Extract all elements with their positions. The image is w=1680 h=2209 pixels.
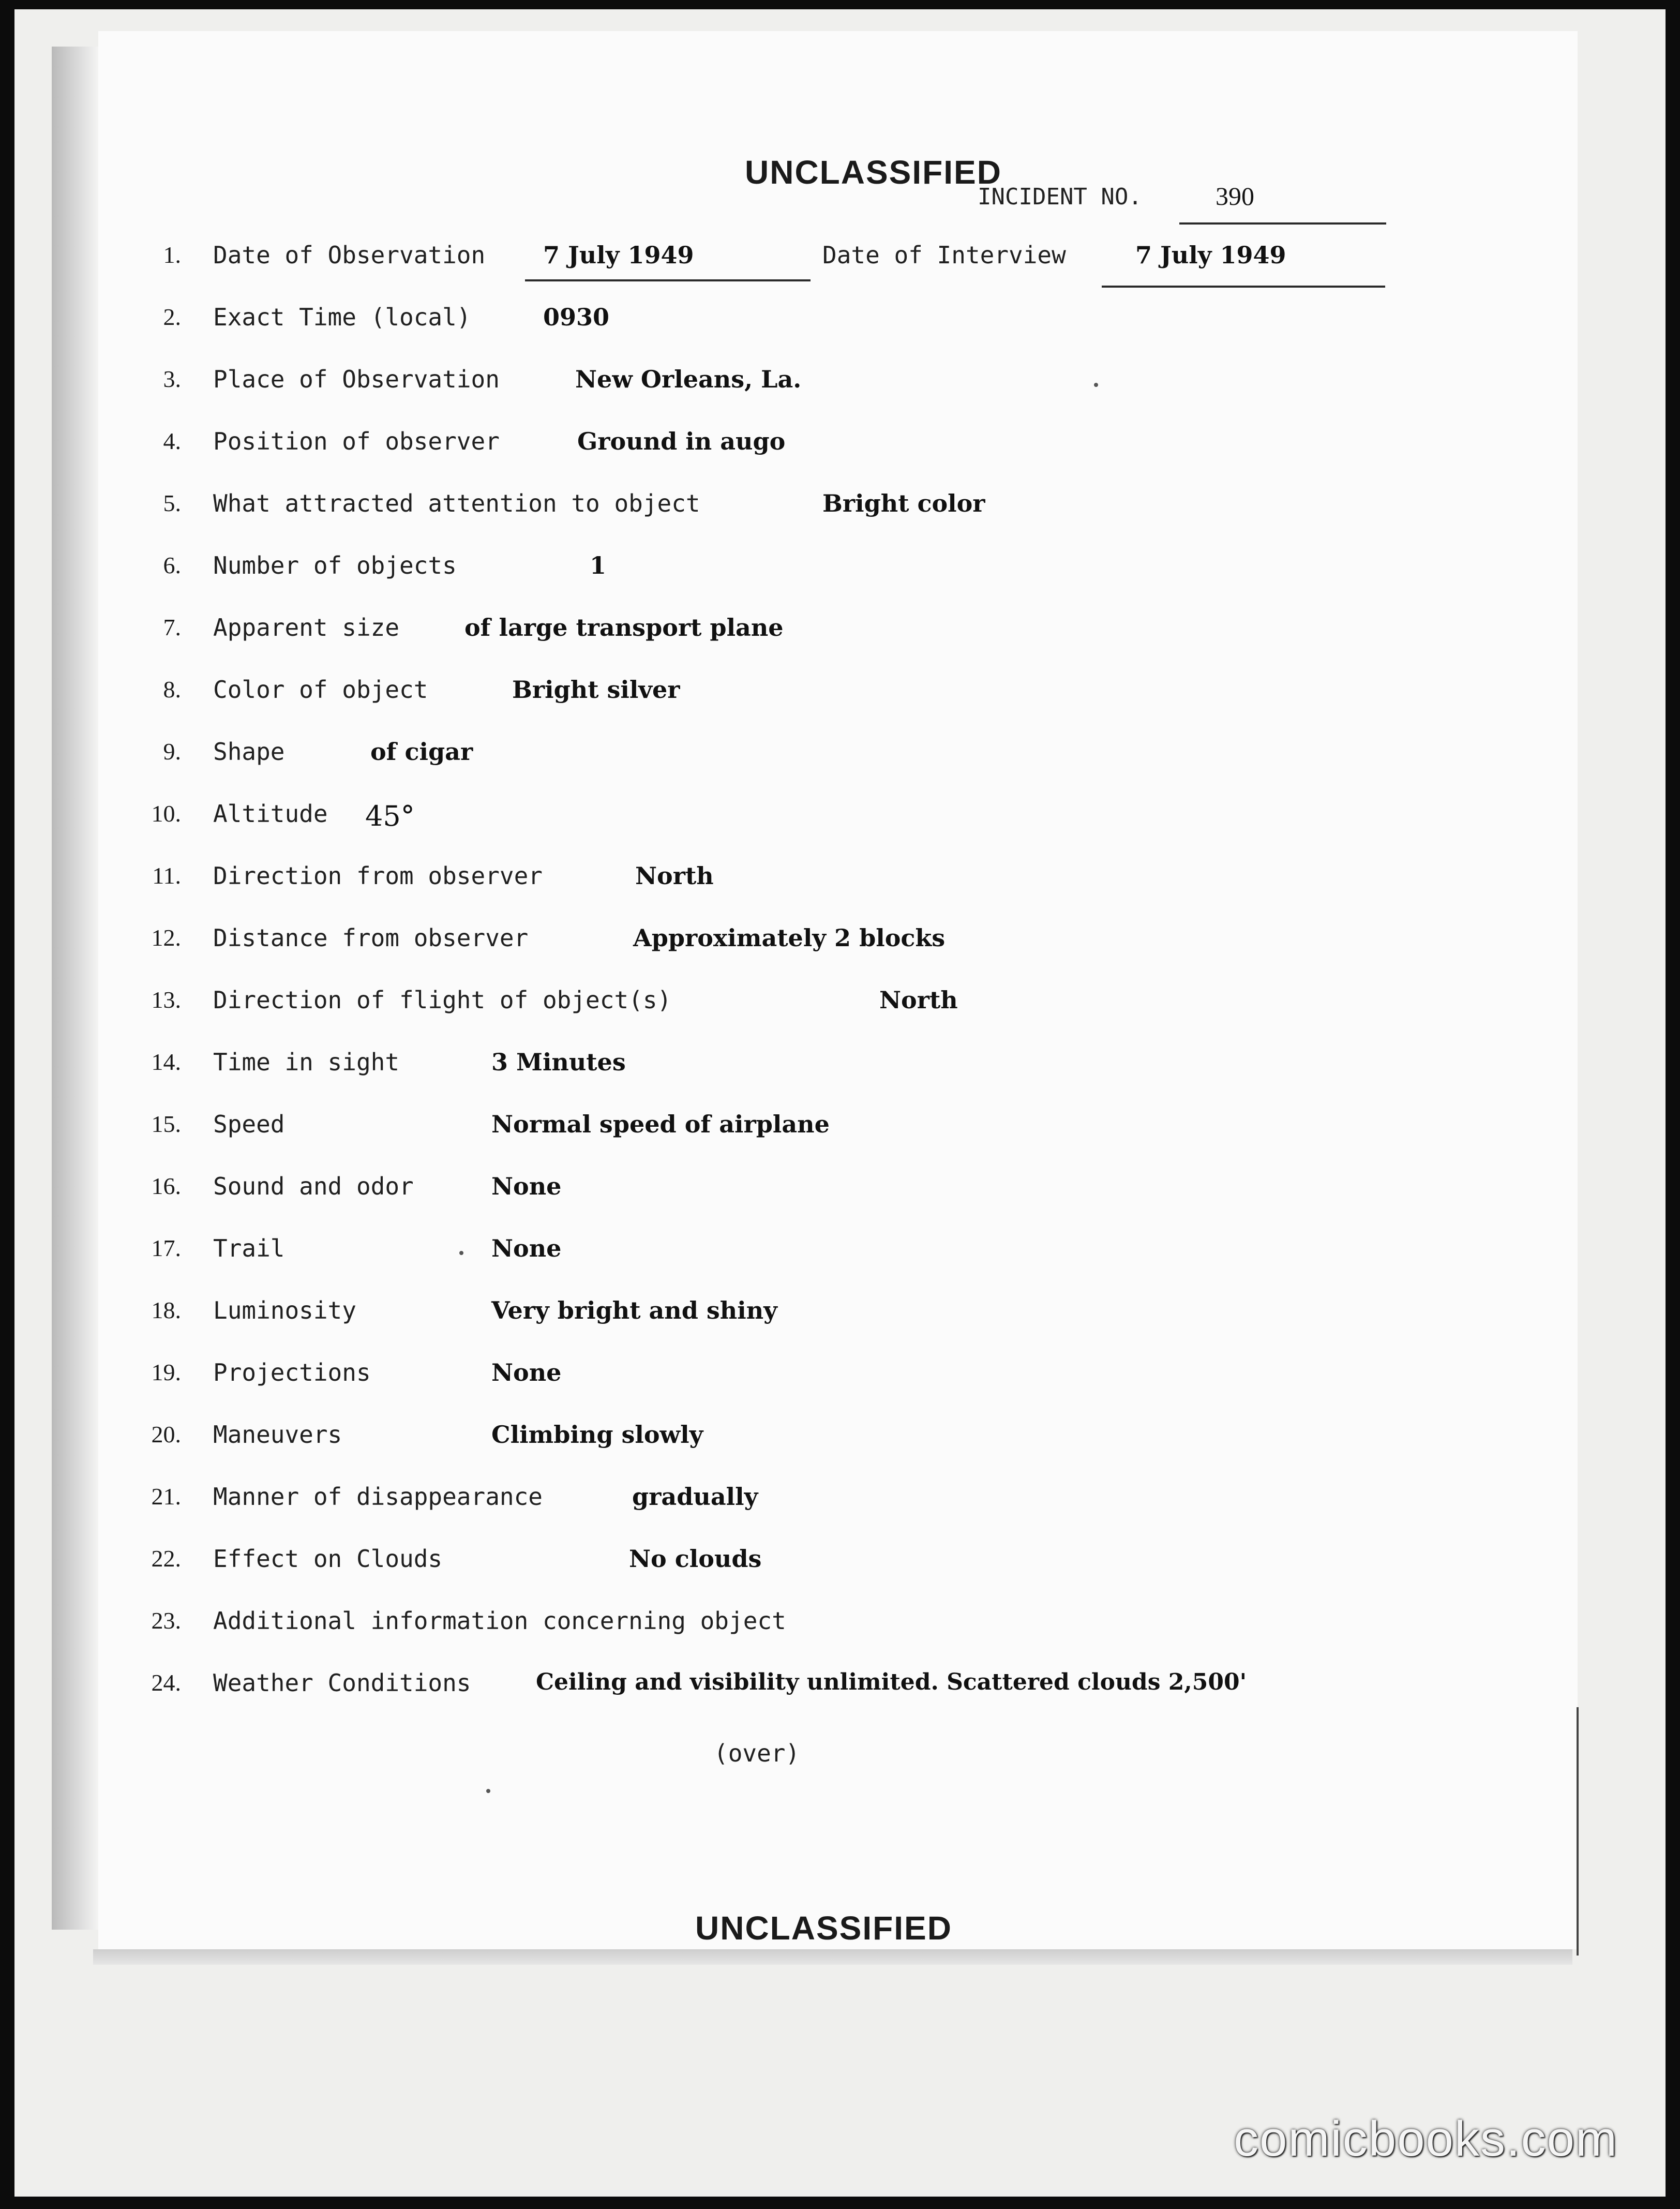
field-label: Place of Observation xyxy=(213,365,500,393)
item-number: 6. xyxy=(163,552,181,578)
field-label: Distance from observer xyxy=(213,924,529,952)
field-label: Manner of disappearance xyxy=(213,1483,543,1511)
item-number: 4. xyxy=(163,428,181,454)
field-value: New Orleans, La. xyxy=(575,365,802,393)
field-value: Bright silver xyxy=(512,676,680,704)
field-label: Direction from observer xyxy=(213,862,543,890)
field-label: Speed xyxy=(213,1110,285,1138)
item-number: 10. xyxy=(151,800,181,827)
field-label: Number of objects xyxy=(213,551,457,579)
field-label: Sound and odor xyxy=(213,1172,414,1200)
field-label: Position of observer xyxy=(213,427,500,455)
field-label: Maneuvers xyxy=(213,1421,342,1449)
item-number: 21. xyxy=(151,1483,181,1510)
field-value: 3 Minutes xyxy=(491,1048,626,1076)
item-number: 22. xyxy=(151,1545,181,1572)
form-row-1 xyxy=(0,241,1603,282)
field-value: Ceiling and visibility unlimited. Scattered clouds 2,500' xyxy=(536,1669,1247,1695)
form-row-8 xyxy=(0,676,1603,717)
item-number: 18. xyxy=(151,1297,181,1323)
field-value: None xyxy=(491,1359,562,1386)
item-number: 3. xyxy=(163,366,181,392)
item-number: 19. xyxy=(151,1359,181,1385)
form-row-24 xyxy=(0,1669,1603,1710)
form-row-14 xyxy=(0,1048,1603,1089)
form-row-4 xyxy=(0,427,1603,469)
field-label: Effect on Clouds xyxy=(213,1545,443,1573)
form-row-6 xyxy=(0,551,1603,593)
paper-speck xyxy=(1094,383,1098,387)
incident-label: INCIDENT NO. xyxy=(978,184,1142,210)
form-row-18 xyxy=(0,1296,1603,1338)
form-row-2 xyxy=(0,303,1603,345)
field-value: Very bright and shiny xyxy=(491,1296,777,1324)
observation-date-underline xyxy=(525,279,811,281)
form-row-10 xyxy=(0,800,1603,841)
item-number: 16. xyxy=(151,1173,181,1199)
form-row-20 xyxy=(0,1421,1603,1462)
form-row-13 xyxy=(0,986,1603,1027)
item-number: 11. xyxy=(152,862,181,889)
field-label-interview: Date of Interview xyxy=(822,241,1066,269)
item-number: 17. xyxy=(151,1235,181,1261)
field-value: 7 July 1949 xyxy=(543,241,694,269)
field-label: What attracted attention to object xyxy=(213,489,700,517)
form-row-11 xyxy=(0,862,1603,903)
item-number: 24. xyxy=(151,1669,181,1696)
item-number: 15. xyxy=(151,1111,181,1137)
item-number: 1. xyxy=(163,242,181,268)
field-value: of cigar xyxy=(370,738,473,766)
field-label: Color of object xyxy=(213,676,428,704)
field-label: Shape xyxy=(213,738,285,766)
field-label: Exact Time (local) xyxy=(213,303,471,331)
form-row-21 xyxy=(0,1483,1603,1524)
field-value: None xyxy=(491,1172,562,1200)
form-row-16 xyxy=(0,1172,1603,1214)
field-value: No clouds xyxy=(629,1545,762,1573)
form-row-22 xyxy=(0,1545,1603,1586)
incident-number: 390 xyxy=(1216,182,1254,211)
paper-speck xyxy=(459,1251,463,1255)
item-number: 7. xyxy=(163,614,181,640)
form-row-19 xyxy=(0,1359,1603,1400)
field-value: 0930 xyxy=(543,303,610,331)
item-number: 5. xyxy=(163,490,181,516)
field-label: Luminosity xyxy=(213,1296,356,1324)
form-row-23 xyxy=(0,1607,1603,1648)
watermark: comicbooks.com xyxy=(1234,2111,1618,2167)
item-number: 14. xyxy=(151,1049,181,1075)
page-shadow-bottom xyxy=(93,1949,1572,1965)
field-value: gradually xyxy=(632,1483,758,1511)
item-number: 9. xyxy=(163,738,181,765)
field-label: Trail xyxy=(213,1234,285,1262)
page-edge-line xyxy=(1577,1707,1579,1956)
field-value: Bright color xyxy=(822,489,985,517)
field-value: Approximately 2 blocks xyxy=(633,924,946,952)
item-number: 20. xyxy=(151,1421,181,1447)
field-value: Climbing slowly xyxy=(491,1421,703,1449)
field-label: Apparent size xyxy=(213,614,400,641)
incident-underline xyxy=(1179,222,1386,225)
paper-speck xyxy=(486,1789,490,1793)
field-label: Direction of flight of object(s) xyxy=(213,986,672,1014)
over-note: (over) xyxy=(714,1739,800,1767)
field-value: Normal speed of airplane xyxy=(491,1110,830,1138)
field-value: of large transport plane xyxy=(464,614,784,641)
form-row-7 xyxy=(0,614,1603,655)
field-label: Altitude xyxy=(213,800,328,828)
form-row-9 xyxy=(0,738,1603,779)
field-value: North xyxy=(879,986,958,1014)
field-label: Projections xyxy=(213,1359,371,1386)
field-label: Time in sight xyxy=(213,1048,400,1076)
interview-date-underline xyxy=(1102,286,1385,288)
field-value: 1 xyxy=(590,551,607,579)
form-row-15 xyxy=(0,1110,1603,1152)
form-row-17 xyxy=(0,1234,1603,1276)
field-label: Additional information concerning object xyxy=(213,1607,786,1635)
field-value: 45° xyxy=(365,800,415,832)
field-value: North xyxy=(635,862,714,890)
item-number: 23. xyxy=(151,1607,181,1634)
form-row-5 xyxy=(0,489,1603,531)
classification-stamp-top: UNCLASSIFIED xyxy=(745,154,1002,191)
field-label: Date of Observation xyxy=(213,241,486,269)
item-number: 8. xyxy=(163,676,181,703)
form-row-12 xyxy=(0,924,1603,965)
item-number: 12. xyxy=(151,924,181,951)
field-value: Ground in augo xyxy=(577,427,786,455)
field-value-interview: 7 July 1949 xyxy=(1135,241,1286,269)
field-label: Weather Conditions xyxy=(213,1669,471,1697)
field-value: None xyxy=(491,1234,562,1262)
form-row-3 xyxy=(0,365,1603,407)
item-number: 13. xyxy=(151,987,181,1013)
item-number: 2. xyxy=(163,304,181,330)
classification-stamp-bottom: UNCLASSIFIED xyxy=(695,1909,952,1947)
